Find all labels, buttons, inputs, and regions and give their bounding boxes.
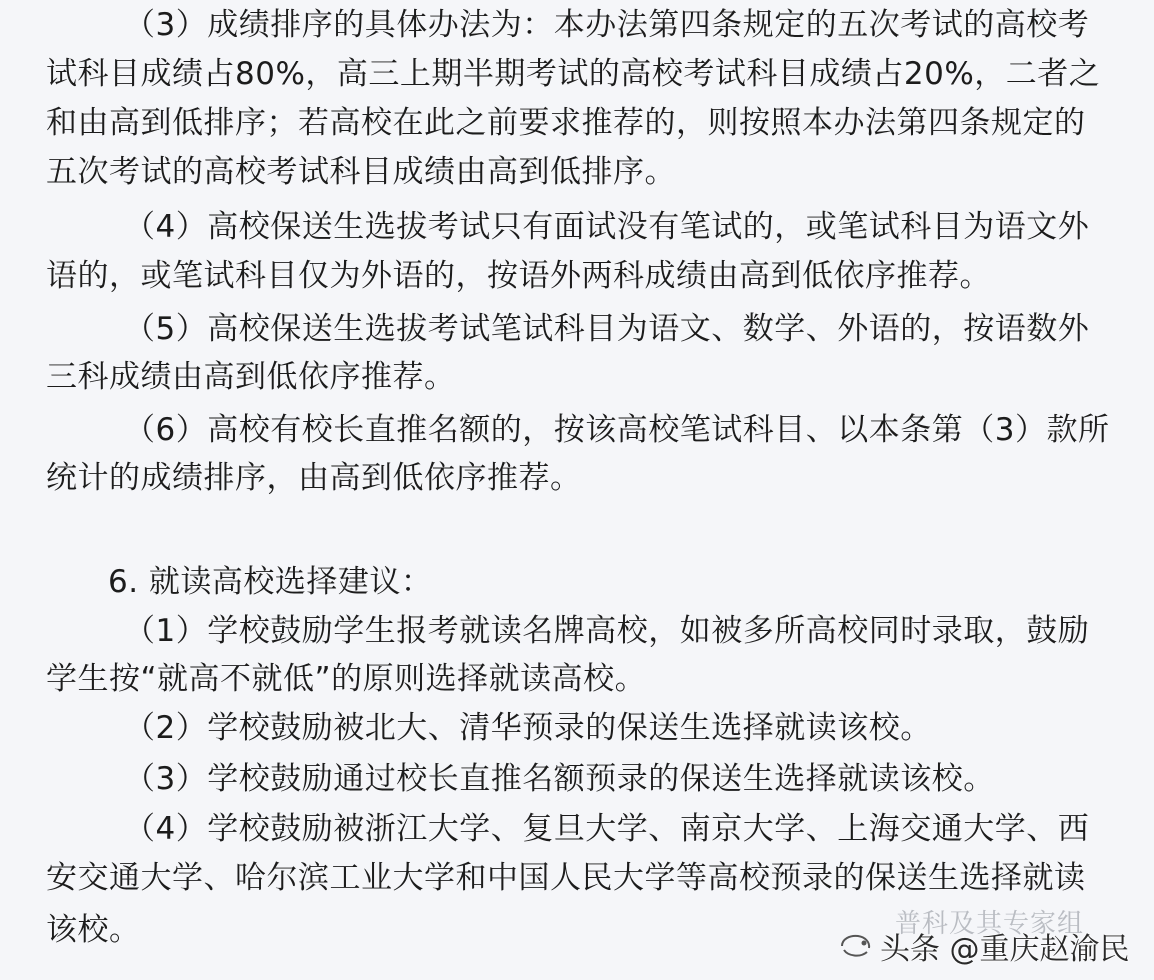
text-line: 统计的成绩排序，由高到低依序推荐。 [46,460,582,496]
watermark-faint-text: 普科及其专家组 [895,909,1085,939]
watermark-text: 头条 @重庆赵渝民 [880,932,1130,967]
toutiao-logo-icon [838,932,874,960]
text-line: （2）学校鼓励被北大、清华预录的保送生选择就读该校。 [124,710,932,746]
text-line: （3）成绩排序的具体办法为：本办法第四条规定的五次考试的高校考 [124,7,1090,43]
text-line: 学生按“就高不就低”的原则选择就读高校。 [46,661,647,697]
text-line: （4）高校保送生选拔考试只有面试没有笔试的，或笔试科目为语文外 [124,209,1090,245]
text-line: （1）学校鼓励学生报考就读名牌高校，如被多所高校同时录取，鼓励 [124,613,1090,649]
text-line: 安交通大学、哈尔滨工业大学和中国人民大学等高校预录的保送生选择就读 [46,860,1086,896]
text-line: 该校。 [46,912,141,948]
text-line: 语的，或笔试科目仅为外语的，按语外两科成绩由高到低依序推荐。 [46,258,991,294]
text-line: 试科目成绩占80%，高三上期半期考试的高校考试科目成绩占20%，二者之 [46,56,1101,92]
text-line: （5）高校保送生选拔考试笔试科目为语文、数学、外语的，按语数外 [124,311,1090,347]
text-line: （6）高校有校长直推名额的，按该高校笔试科目、以本条第（3）款所 [124,412,1110,448]
text-line: （3）学校鼓励通过校长直推名额预录的保送生选择就读该校。 [124,761,995,797]
text-line: 五次考试的高校考试科目成绩由高到低排序。 [46,154,676,190]
text-line: 三科成绩由高到低依序推荐。 [46,359,456,395]
section-heading: 6. 就读高校选择建议： [108,564,433,600]
watermark [838,924,1130,968]
text-line: （4）学校鼓励被浙江大学、复旦大学、南京大学、上海交通大学、西 [124,811,1090,847]
text-line: 和由高到低排序；若高校在此之前要求推荐的，则按照本办法第四条规定的 [46,105,1086,141]
